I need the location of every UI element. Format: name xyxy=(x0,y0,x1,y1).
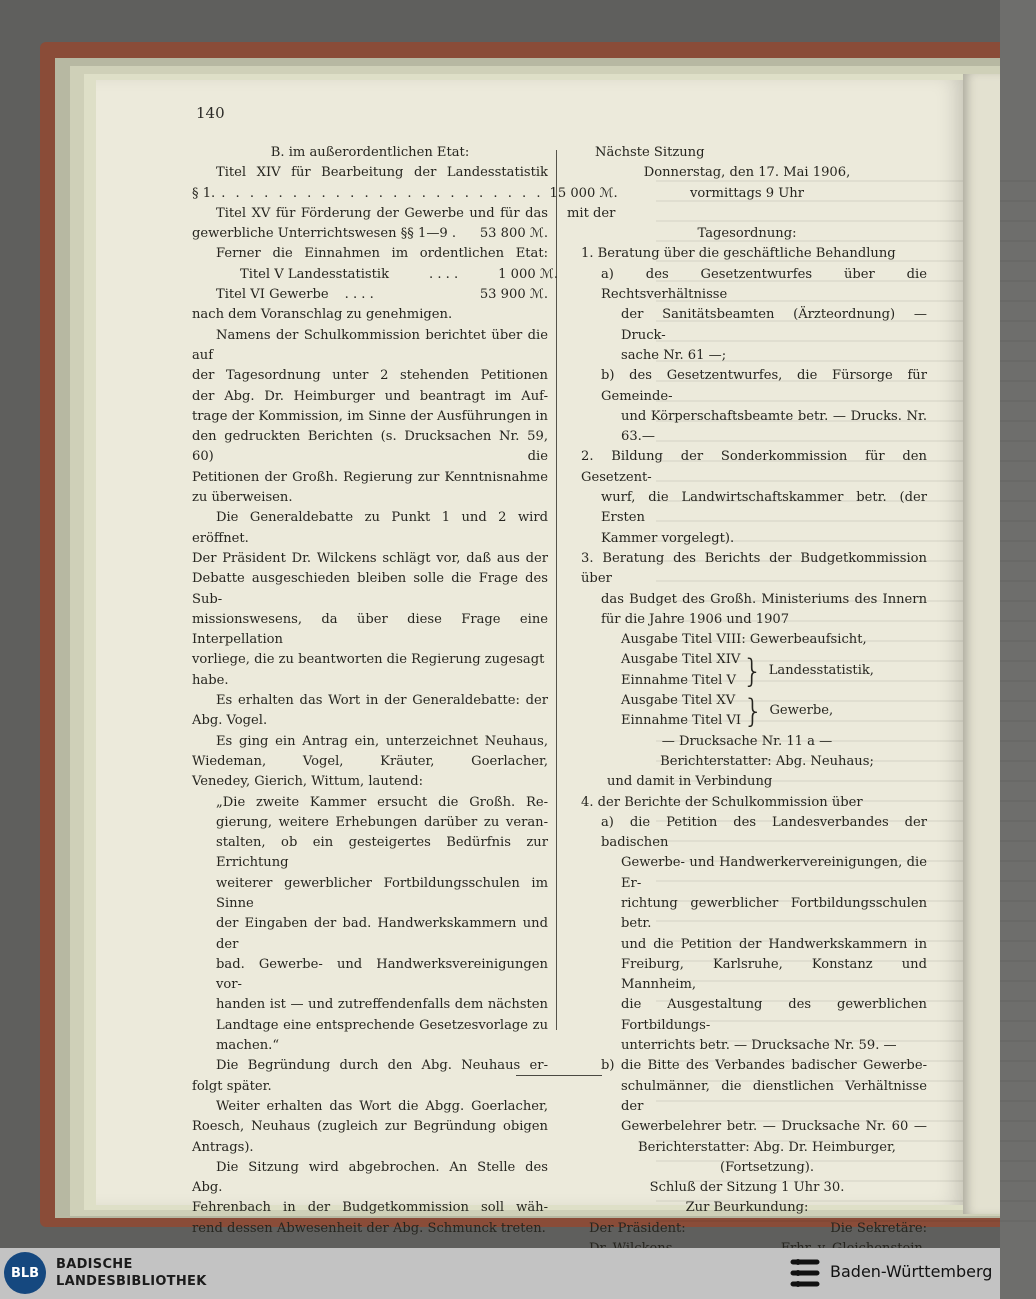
agenda-line: schulmänner, die dienstlichen Verhältnisse der xyxy=(621,1078,927,1114)
signature-labels xyxy=(567,1219,927,1239)
agenda-line: a) die Petition des Landesverbandes der badischen xyxy=(601,814,927,851)
certification-heading: Zur Beurkundung: xyxy=(685,1200,809,1216)
agenda-line: richtung gewerblicher Fortbildungsschulen betr. xyxy=(621,895,927,932)
budget-paragraph: § 1. xyxy=(192,185,216,201)
president-label: Der Präsident: xyxy=(589,1220,686,1236)
agenda-line: Gewerbe- und Handwerkervereinigungen, die Er- xyxy=(621,855,927,891)
library-name-line: LANDESBIBLIOTHEK xyxy=(56,1274,207,1289)
quote-line: stalten, ob ein gesteigertes Bedürfnis zur Errichtung xyxy=(216,835,548,871)
session-end: Schluß der Sitzung 1 Uhr 30. xyxy=(649,1180,845,1196)
budget-label: gewerbliche Unterrichtswesen §§ 1—9 . xyxy=(192,226,457,242)
agenda-line: Freiburg, Karlsruhe, Konstanz und Mannheim, xyxy=(621,956,927,993)
agenda-line: die Ausgestaltung des gewerblichen Fortbildungs- xyxy=(621,997,927,1033)
paragraph-line: Petitionen der Großh. Regierung zur Kenntnisnahme xyxy=(192,469,548,485)
agenda-line: und die Petition der Handwerkskammern in xyxy=(621,936,927,952)
paragraph-line: Fehrenbach in der Budgetkommission soll wäh- xyxy=(192,1200,548,1216)
page-number: 140 xyxy=(196,104,225,122)
income-title-6: Einnahme Titel VI xyxy=(621,713,742,729)
budget-row xyxy=(192,224,548,244)
brace: } xyxy=(743,692,764,731)
paragraph-line: Weiter erhalten das Wort die Abgg. Goerlacher, xyxy=(216,1098,548,1114)
blb-logo[interactable]: BLB xyxy=(4,1252,46,1294)
budget-row xyxy=(192,184,618,204)
agenda-item-3 xyxy=(567,549,927,630)
agenda-line: für die Jahre 1906 und 1907 xyxy=(601,611,790,627)
quote-line: handen ist — und zutreffendenfalls dem nächsten xyxy=(216,997,548,1013)
budget-amount: 53 900 ℳ. xyxy=(479,287,548,303)
next-session-date: Donnerstag, den 17. Mai 1906, xyxy=(643,165,851,181)
agenda-line: b) die Bitte des Verbandes badischer Gewerbe- xyxy=(601,1058,927,1074)
quote-line: Landtage eine entsprechende Gesetzesvorlage zu xyxy=(216,1017,548,1033)
leader-dots: . . . . xyxy=(344,287,374,303)
agenda-line: unterrichts betr. — Drucksache Nr. 59. — xyxy=(621,1038,897,1054)
budget-group-trade xyxy=(567,691,927,732)
rapporteur-2: Berichterstatter: Abg. Dr. Heimburger, xyxy=(638,1139,896,1155)
group-label: Gewerbe, xyxy=(769,703,834,719)
paragraph-line: zu überweisen. xyxy=(192,490,293,506)
agenda-line: a) des Gesetzentwurfes über die Rechtsverhältnisse xyxy=(601,266,927,303)
agenda-line: und Körperschaftsbeamte betr. — Drucks. Nr. 63.— xyxy=(621,408,927,445)
paragraph-line: Die Begründung durch den Abg. Neuhaus er- xyxy=(216,1058,548,1074)
quote-line: weiterer gewerblicher Fortbildungsschulen im Sinne xyxy=(216,875,548,911)
paragraph-line: Die Generaldebatte zu Punkt 1 und 2 wird eröffnet. xyxy=(192,510,548,546)
budget-label: Titel V Landesstatistik xyxy=(240,266,390,282)
agenda-item-4: 4. der Berichte der Schulkommission über xyxy=(581,794,863,810)
paragraph-line: Venedey, Gierich, Wittum, lautend: xyxy=(192,774,424,790)
agenda-item-1: 1. Beratung über die geschäftliche Behandlung xyxy=(581,246,896,262)
right-column xyxy=(567,143,927,1280)
rapporteur-1: Berichterstatter: Abg. Neuhaus; xyxy=(660,753,874,769)
agenda-line: das Budget des Großh. Ministeriums des Innern xyxy=(601,591,927,607)
next-session-time: vormittags 9 Uhr xyxy=(690,185,804,201)
quote-line: bad. Gewerbe- und Handwerksvereinigungen vor- xyxy=(216,956,548,993)
paragraph-line: trage der Kommission, im Sinne der Ausführungen in xyxy=(192,408,548,424)
paragraph-line: Der Präsident Dr. Wilckens schlägt vor, daß aus der xyxy=(192,550,548,566)
agenda-line: wurf, die Landwirtschaftskammer betr. (der Ersten xyxy=(601,490,927,526)
agenda-line: 3. Beratung des Berichts der Budgetkommission über xyxy=(581,550,927,587)
budget-line: Titel XIV für Bearbeitung der Landesstatistik xyxy=(216,165,548,181)
heading-extraordinary-budget: B. im außerordentlichen Etat: xyxy=(270,145,470,160)
budget-line: Ferner die Einnahmen im ordentlichen Etat: xyxy=(216,246,548,262)
facing-page-edge xyxy=(963,74,1000,1214)
budget-title-8: Ausgabe Titel VIII: Gewerbeaufsicht, xyxy=(621,632,867,648)
library-name[interactable] xyxy=(56,1256,207,1290)
group-label: Landesstatistik, xyxy=(768,662,874,678)
budget-title-14: Ausgabe Titel XIV xyxy=(621,652,741,668)
paragraph-line: Es ging ein Antrag ein, unterzeichnet Neuhaus, xyxy=(216,733,548,749)
leader-dots: . . . . . . . . . . . . . . . . . . . . . . . xyxy=(221,185,544,201)
paragraph-line: Roesch, Neuhaus (zugleich zur Begründung obigen xyxy=(192,1119,548,1135)
paragraph-line: Es erhalten das Wort in der Generaldebatte: der xyxy=(216,693,548,709)
paragraph-line: rend dessen Abwesenheit der Abg. Schmunck treten. xyxy=(192,1220,546,1236)
agenda-item-2 xyxy=(567,447,927,548)
quote-line: machen.“ xyxy=(216,1038,280,1054)
mit-der: mit der xyxy=(567,205,616,221)
library-name-line: BADISCHE xyxy=(56,1257,133,1272)
viewer-footer xyxy=(0,1248,1000,1299)
agenda-item-1a xyxy=(567,265,927,366)
state-name[interactable]: Baden-Württemberg xyxy=(830,1262,993,1281)
brace: } xyxy=(742,651,763,690)
agenda-line: sache Nr. 61 —; xyxy=(621,347,727,363)
budget-end: nach dem Voranschlag zu genehmigen. xyxy=(192,307,453,323)
baden-wuerttemberg-lions-icon[interactable] xyxy=(790,1256,820,1290)
secretaries-label: Die Sekretäre: xyxy=(830,1220,927,1236)
budget-label: Titel VI Gewerbe xyxy=(216,287,329,303)
quote-line: „Die zweite Kammer ersucht die Großh. Re- xyxy=(216,794,548,810)
paragraph-line: missionswesens, da über diese Frage eine Interpellation xyxy=(192,611,548,648)
budget-line: Titel XV für Förderung der Gewerbe und für das xyxy=(216,205,548,221)
next-session-label: Nächste Sitzung xyxy=(595,145,705,160)
agenda-line: Gewerbelehrer betr. — Drucksache Nr. 60 — xyxy=(621,1119,927,1135)
budget-amount: 1 000 ℳ. xyxy=(498,266,558,282)
in-connection: und damit in Verbindung xyxy=(607,774,773,790)
budget-amount: 53 800 ℳ. xyxy=(479,226,548,242)
paragraph-line: Namens der Schulkommission berichtet über die auf xyxy=(192,327,548,363)
quote-line: der Eingaben der bad. Handwerkskammern und der xyxy=(216,916,548,952)
agenda-item-4a xyxy=(567,813,927,1057)
agenda-line: der Sanitätsbeamten (Ärzteordnung) — Druck- xyxy=(621,307,927,343)
agenda-line: Kammer vorgelegt). xyxy=(601,530,735,546)
budget-title-15: Ausgabe Titel XV xyxy=(621,693,736,709)
agenda-heading: Tagesordnung: xyxy=(697,226,797,242)
agenda-line: b) des Gesetzentwurfes, die Fürsorge für Gemeinde- xyxy=(601,368,927,404)
budget-amount: 15 000 ℳ. xyxy=(549,185,618,201)
continuation: (Fortsetzung). xyxy=(719,1159,815,1175)
paragraph-line: Antrags). xyxy=(192,1139,254,1155)
agenda-item-1b xyxy=(567,366,927,447)
paragraph-line: den gedruckten Berichten (s. Drucksachen Nr. 59, 60) die xyxy=(192,429,548,465)
income-title-5: Einnahme Titel V xyxy=(621,672,736,688)
drucksache-11a: — Drucksache Nr. 11 a — xyxy=(661,733,833,749)
quote-line: gierung, weitere Erhebungen darüber zu veran- xyxy=(216,814,548,830)
leader-dots: . . . . xyxy=(429,266,459,282)
budget-row xyxy=(192,285,548,305)
paragraph-line: Abg. Vogel. xyxy=(192,713,268,729)
budget-row xyxy=(192,265,558,285)
paragraph-line: vorliege, die zu beantworten die Regierung zugesagt habe. xyxy=(192,652,545,688)
paragraph-line: folgt später. xyxy=(192,1078,272,1094)
agenda-item-4b xyxy=(567,1056,927,1137)
paragraph-line: Die Sitzung wird abgebrochen. An Stelle des Abg. xyxy=(192,1159,548,1196)
agenda-line: 2. Bildung der Sonderkommission für den Gesetzent- xyxy=(581,449,927,485)
paragraph-line: der Tagesordnung unter 2 stehenden Petitionen xyxy=(192,368,548,384)
paragraph-line: der Abg. Dr. Heimburger und beantragt im Auf- xyxy=(192,388,548,404)
paragraph-line: Debatte ausgeschieden bleiben solle die Frage des Sub- xyxy=(192,571,548,607)
budget-group-statistics xyxy=(567,650,927,691)
motion-quote xyxy=(192,793,548,1057)
paragraph-line: Wiedeman, Vogel, Kräuter, Goerlacher, xyxy=(192,753,548,769)
